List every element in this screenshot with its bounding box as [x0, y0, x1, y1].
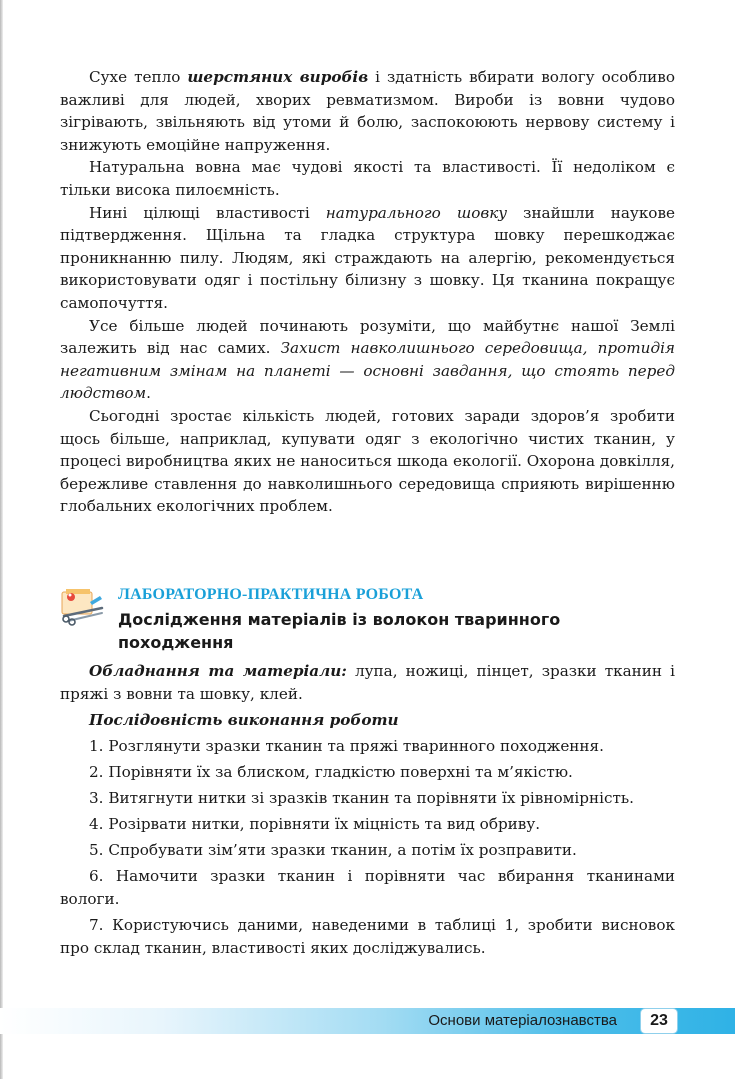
emphasis-wool-products: шерстяних виробів: [187, 68, 369, 86]
lab-heading: ЛАБОРАТОРНО-ПРАКТИЧНА РОБОТА: [118, 586, 424, 603]
lab-subtitle: Дослідження матеріалів із волокон тваринного походження: [118, 610, 561, 652]
lab-step: 5. Спробувати зім’яти зразки тканин, а потім їх розправити.: [89, 841, 577, 860]
lab-tools-icon: [60, 586, 106, 626]
paragraph-eco-clothing: Сьогодні зростає кількість людей, готових заради здоров’я зробити щось більше, наприклад, купувати одяг з екологічно чистих тканин, у процесі виробництва яких не наноситься шкода екології. Охорона довкілля, бережливе ставлення до навколишнього середовища сприяють вирішенню глобальних екологічних проблем.: [60, 406, 675, 516]
page-edge-shadow: [0, 0, 3, 1079]
intro-section: [60, 66, 675, 518]
page-number: 23: [640, 1008, 678, 1034]
sequence-title: Послідовність виконання роботи: [89, 710, 399, 729]
equipment-paragraph: Обладнання та матеріали: лупа, ножиці, пінцет, зразки тканин і пряжі з вовни та шовку, клей.: [60, 662, 675, 703]
lab-step: 3. Витягнути нитки зі зразків тканин та порівняти їх рівномірність.: [89, 788, 634, 807]
paragraph-wool-drawback: Натуральна вовна має чудові якості та властивості. Її недоліком є тільки висока пилоємність.: [60, 158, 675, 199]
footer-section-title: Основи матеріалознавства: [428, 1012, 617, 1029]
emphasis-environment-protection: Захист навколишнього середовища, протидія негативним змінам на планеті — основні завдання, що стоять перед людством: [60, 339, 675, 403]
lab-step: 4. Розірвати нитки, порівняти їх міцність та вид обриву.: [89, 815, 541, 834]
lab-body: [60, 660, 675, 963]
footer-bar: [0, 1008, 735, 1034]
paragraph-environment: Усе більше людей починають розуміти, що майбутнє нашої Землі залежить від нас самих. Захист навколишнього середовища, протидія негативним змінам на планеті — основні завдання, що стоять перед людством.: [60, 316, 675, 403]
paragraph-silk: Нині цілющі властивості натурального шовку знайшли наукове підтвердження. Щільна та гладка структура шовку перешкоджає проникнанню пилу. Людям, які страждають на алергію, рекомендується використовувати одяг і постільну білизну з шовку. Ця тканина покращує самопочуття.: [60, 203, 675, 312]
lab-step: 1. Розглянути зразки тканин та пряжі тваринного походження.: [89, 736, 604, 755]
lab-step: 7. Користуючись даними, наведеними в таблиці 1, зробити висновок про склад тканин, властивості яких досліджувались.: [60, 915, 675, 957]
lab-step: 2. Порівняти їх за блиском, гладкістю поверхні та м’якістю.: [89, 762, 573, 781]
lab-step: 6. Намочити зразки тканин і порівняти час вбирання тканинами вологи.: [60, 867, 675, 908]
paragraph-wool-benefits: Сухе тепло шерстяних виробів і здатність вбирати вологу особливо важливі для людей, хворих ревматизмом. Вироби із вовни чудово зігрівають, звільняють від утоми й болю, заспокоюють нервову систему і знижують емоційне напруження.: [60, 68, 675, 154]
equipment-label: Обладнання та матеріали:: [89, 662, 347, 680]
emphasis-natural-silk: натурального шовку: [325, 203, 508, 222]
